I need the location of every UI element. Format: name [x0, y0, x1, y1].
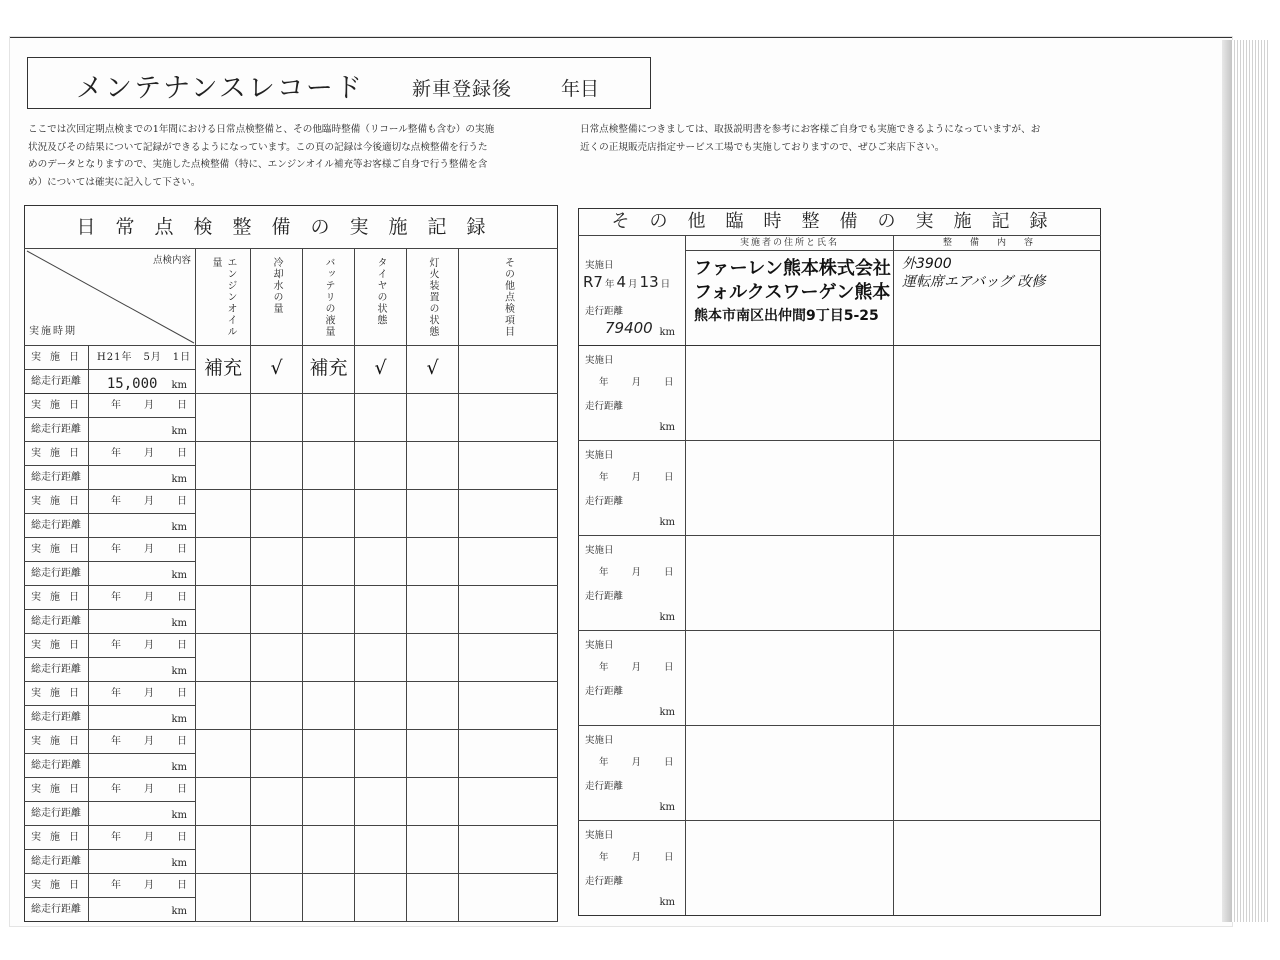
- check-cell[interactable]: [303, 826, 355, 874]
- km-label: 走行距離: [585, 780, 624, 792]
- date-placeholder: 年 月 日: [599, 471, 675, 483]
- row-date-placeholder: 年 月 日: [111, 592, 188, 603]
- km-label: 走行距離: [585, 400, 624, 412]
- daily-record-row: [25, 778, 558, 802]
- check-cell[interactable]: [196, 490, 251, 538]
- intro-text-right: 日常点検整備につきましては、取扱説明書を参考にお客様ご自身でも実施できるようになっていますが、お 近くの正規販売店指定サービス工場でも実施しておりますので、ぜひご来店下さい。: [580, 124, 1041, 153]
- km-unit: km: [171, 906, 187, 917]
- km-label: 走行距離: [585, 495, 624, 507]
- corner-item-label: 点検内容: [152, 255, 191, 266]
- other-record-row: [579, 251, 1101, 346]
- check-cell[interactable]: [407, 826, 459, 874]
- check-cell[interactable]: [355, 490, 407, 538]
- check-cell[interactable]: [459, 586, 558, 634]
- km-unit: km: [171, 380, 187, 391]
- book-page-edges: [1232, 40, 1270, 922]
- row-date-label: 実施日: [31, 688, 88, 699]
- check-cell[interactable]: [459, 634, 558, 682]
- coolant-value: √: [270, 357, 283, 379]
- row-date-placeholder: 年 月 日: [111, 640, 188, 651]
- row-date-label: 実施日: [31, 736, 88, 747]
- other-date-km-cell: [579, 251, 685, 345]
- check-cell[interactable]: [355, 634, 407, 682]
- km-unit: km: [659, 421, 675, 433]
- check-cell[interactable]: [303, 394, 355, 442]
- person-cell[interactable]: [686, 440, 894, 535]
- person-cell[interactable]: [686, 345, 894, 440]
- date-placeholder: 年 月 日: [599, 661, 675, 673]
- check-cell[interactable]: [407, 874, 459, 922]
- page-subtitle: 新車登録後: [412, 78, 513, 100]
- row-date-label: 実施日: [31, 592, 88, 603]
- check-cell[interactable]: [303, 442, 355, 490]
- row-date-placeholder: 年 月 日: [111, 496, 188, 507]
- other-date-km-cell: [579, 441, 685, 535]
- row-km-label: 総走行距離: [31, 520, 81, 531]
- other-date-km-cell: [579, 536, 685, 630]
- title-box: [27, 57, 651, 109]
- check-cell[interactable]: [303, 490, 355, 538]
- date-placeholder: 年 月 日: [599, 566, 675, 578]
- check-cell[interactable]: [196, 394, 251, 442]
- row-date-placeholder: 年 月 日: [111, 832, 188, 843]
- check-cell[interactable]: [196, 826, 251, 874]
- other-date-km-cell: [579, 631, 685, 725]
- other-record-row: [579, 725, 1101, 820]
- check-cell[interactable]: [355, 682, 407, 730]
- check-cell[interactable]: [196, 730, 251, 778]
- row-km-label: 総走行距離: [31, 616, 81, 627]
- km-label: 走行距離: [585, 685, 624, 697]
- daily-record-row: [25, 346, 558, 370]
- row-km-label: 総走行距離: [31, 376, 81, 387]
- row-date-label: 実施日: [31, 640, 88, 651]
- col-header-tires: タイヤの状態: [375, 257, 386, 326]
- intro-text-left: ここでは次回定期点検までの1年間における日常点検整備と、その他臨時整備（リコール整備も含む）の実施 状況及びその結果について記録ができるようになっています。この頁の記録は今後適切な点検整備を行うた めのデータとなりますので、実施した点検整備（特に、エンジンオイル補充等お客様ご自身で行う整備を含 め）については確実に記入して下さい。: [28, 124, 495, 188]
- km-unit: km: [171, 666, 187, 677]
- km-unit: km: [659, 801, 675, 813]
- check-cell[interactable]: [196, 538, 251, 586]
- lights-value: √: [426, 357, 439, 379]
- check-cell[interactable]: [355, 874, 407, 922]
- page-year-suffix: 年目: [561, 78, 600, 100]
- km-label: 走行距離: [585, 590, 624, 602]
- daily-record-row: [25, 586, 558, 610]
- check-cell[interactable]: [355, 730, 407, 778]
- other-record-row: [579, 345, 1101, 440]
- row-date-label: 実施日: [31, 448, 88, 459]
- filled-date: H21年 5月 1日: [97, 352, 192, 363]
- km-unit: km: [171, 762, 187, 773]
- other-record-row: [579, 535, 1101, 630]
- col-header-battery: バッテリの液量: [323, 257, 334, 338]
- km-unit: km: [171, 810, 187, 821]
- engine-oil-value: 補充: [203, 357, 242, 379]
- date-label: 実施日: [585, 734, 614, 746]
- filled-km-value: 15,000: [106, 376, 158, 392]
- check-cell[interactable]: [459, 394, 558, 442]
- date-month: 4: [616, 272, 627, 291]
- stamp-address: 熊本市南区出仲間9丁目5-25: [694, 308, 879, 324]
- dealer-stamp: [686, 251, 893, 327]
- check-cell[interactable]: [251, 826, 303, 874]
- check-cell[interactable]: [303, 874, 355, 922]
- check-cell[interactable]: [407, 538, 459, 586]
- row-km-label: 総走行距離: [31, 808, 81, 819]
- work-cell[interactable]: [894, 535, 1101, 630]
- check-cell[interactable]: [355, 826, 407, 874]
- person-cell[interactable]: [686, 820, 894, 915]
- date-label: 実施日: [585, 829, 614, 841]
- check-cell[interactable]: [303, 778, 355, 826]
- check-cell[interactable]: [251, 442, 303, 490]
- check-cell[interactable]: [196, 778, 251, 826]
- work-cell[interactable]: [894, 630, 1101, 725]
- row-date-label: 実施日: [31, 352, 88, 363]
- km-unit: km: [659, 611, 675, 623]
- check-cell[interactable]: [459, 730, 558, 778]
- km-unit: km: [171, 714, 187, 725]
- other-date-km-cell: [579, 726, 685, 820]
- work-description: 外3900 運転席エアバッグ 改修: [902, 256, 1046, 290]
- daily-inspection-table: [24, 205, 558, 922]
- col-header-other: その他点検項目: [502, 257, 514, 338]
- date-label: 実施日: [585, 259, 614, 271]
- check-cell[interactable]: [459, 778, 558, 826]
- km-unit: km: [659, 326, 675, 338]
- col-header-engine-oil: エンジンオイル量: [210, 257, 236, 338]
- row-date-placeholder: 年 月 日: [111, 448, 188, 459]
- other-maintenance-table: [578, 208, 1101, 916]
- other-section-title: その他臨時整備の実施記録: [611, 211, 1068, 232]
- km-label: 走行距離: [585, 305, 624, 317]
- row-date-placeholder: 年 月 日: [111, 880, 188, 891]
- page-title: メンテナンスレコード: [76, 73, 364, 104]
- check-cell[interactable]: [355, 586, 407, 634]
- filled-km-value: 79400: [605, 318, 653, 337]
- person-cell[interactable]: [686, 725, 894, 820]
- row-km-label: 総走行距離: [31, 856, 81, 867]
- row-date-label: 実施日: [31, 496, 88, 507]
- km-unit: km: [659, 896, 675, 908]
- daily-record-row: [25, 682, 558, 706]
- km-unit: km: [659, 706, 675, 718]
- check-cell[interactable]: [303, 634, 355, 682]
- check-cell[interactable]: [303, 730, 355, 778]
- check-cell[interactable]: [355, 442, 407, 490]
- date-label: 実施日: [585, 354, 614, 366]
- km-unit: km: [171, 858, 187, 869]
- date-era: R7: [583, 272, 603, 291]
- other-date-km-cell: [579, 821, 685, 915]
- table-corner-header: [25, 249, 195, 345]
- col-header-coolant: 冷却水の量: [271, 257, 282, 315]
- check-cell[interactable]: [196, 634, 251, 682]
- person-cell[interactable]: [686, 535, 894, 630]
- row-date-label: 実施日: [31, 832, 88, 843]
- check-cell[interactable]: [459, 490, 558, 538]
- daily-record-row: [25, 538, 558, 562]
- check-cell[interactable]: [251, 394, 303, 442]
- daily-record-row: [25, 394, 558, 418]
- check-cell[interactable]: [303, 538, 355, 586]
- check-cell[interactable]: [459, 538, 558, 586]
- row-date-label: 実施日: [31, 880, 88, 891]
- check-cell[interactable]: [355, 778, 407, 826]
- check-cell[interactable]: [407, 730, 459, 778]
- km-unit: km: [171, 426, 187, 437]
- other-date-km-cell: [579, 346, 685, 440]
- row-date-placeholder: 年 月 日: [111, 688, 188, 699]
- daily-section-title: 日常点検整備の実施記録: [76, 216, 506, 238]
- check-cell[interactable]: [355, 538, 407, 586]
- header-work: 整備内容: [943, 238, 1052, 248]
- km-label: 走行距離: [585, 875, 624, 887]
- row-km-label: 総走行距離: [31, 568, 81, 579]
- row-km-label: 総走行距離: [31, 712, 81, 723]
- row-date-placeholder: 年 月 日: [111, 784, 188, 795]
- check-cell[interactable]: [251, 874, 303, 922]
- date-day: 13: [639, 272, 659, 291]
- work-cell[interactable]: [894, 725, 1101, 820]
- check-cell[interactable]: [407, 442, 459, 490]
- work-cell[interactable]: [894, 820, 1101, 915]
- daily-record-row: [25, 826, 558, 850]
- check-cell[interactable]: [407, 778, 459, 826]
- check-cell[interactable]: [196, 874, 251, 922]
- check-cell[interactable]: [251, 730, 303, 778]
- date-placeholder: 年 月 日: [599, 376, 675, 388]
- stamp-brand: フォルクスワーゲン熊本: [694, 282, 891, 303]
- other-record-row: [579, 820, 1101, 915]
- work-cell[interactable]: [894, 440, 1101, 535]
- filled-date: R7 年 4 月 13 日: [583, 272, 671, 291]
- date-placeholder: 年 月 日: [599, 756, 675, 768]
- col-header-lights: 灯火装置の状態: [427, 257, 438, 338]
- header-person: 実施者の住所と氏名: [739, 238, 839, 248]
- date-label: 実施日: [585, 639, 614, 651]
- row-date-placeholder: 年 月 日: [111, 544, 188, 555]
- km-unit: km: [171, 618, 187, 629]
- check-cell[interactable]: [407, 634, 459, 682]
- check-cell[interactable]: [196, 586, 251, 634]
- stamp-company: ファーレン熊本株式会社: [694, 258, 891, 279]
- km-unit: km: [171, 522, 187, 533]
- daily-record-row: [25, 490, 558, 514]
- tires-value: √: [374, 357, 387, 379]
- check-cell[interactable]: [459, 442, 558, 490]
- daily-record-row: [25, 874, 558, 898]
- km-unit: km: [171, 570, 187, 581]
- row-km-label: 総走行距離: [31, 664, 81, 675]
- row-date-placeholder: 年 月 日: [111, 400, 188, 411]
- row-date-label: 実施日: [31, 544, 88, 555]
- km-unit: km: [171, 474, 187, 485]
- row-km-label: 総走行距離: [31, 472, 81, 483]
- check-cell[interactable]: [251, 490, 303, 538]
- row-date-placeholder: 年 月 日: [111, 736, 188, 747]
- check-cell[interactable]: [303, 586, 355, 634]
- check-cell[interactable]: [459, 874, 558, 922]
- daily-record-row: [25, 442, 558, 466]
- row-date-label: 実施日: [31, 784, 88, 795]
- other-record-row: [579, 630, 1101, 725]
- daily-record-row: [25, 730, 558, 754]
- check-cell[interactable]: [251, 778, 303, 826]
- check-cell[interactable]: [459, 826, 558, 874]
- corner-time-label: 実施時期: [29, 326, 77, 337]
- check-cell[interactable]: [407, 394, 459, 442]
- check-cell[interactable]: [251, 538, 303, 586]
- row-date-label: 実施日: [31, 400, 88, 411]
- date-label: 実施日: [585, 544, 614, 556]
- check-cell[interactable]: [407, 490, 459, 538]
- km-unit: km: [659, 516, 675, 528]
- other-record-row: [579, 440, 1101, 535]
- work-cell[interactable]: [894, 345, 1101, 440]
- date-placeholder: 年 月 日: [599, 851, 675, 863]
- check-cell[interactable]: [196, 682, 251, 730]
- person-cell[interactable]: [686, 630, 894, 725]
- check-cell[interactable]: [407, 586, 459, 634]
- check-cell[interactable]: [407, 682, 459, 730]
- check-cell[interactable]: [251, 586, 303, 634]
- row-km-label: 総走行距離: [31, 424, 81, 435]
- check-cell[interactable]: [251, 634, 303, 682]
- check-cell[interactable]: [196, 442, 251, 490]
- check-cell[interactable]: [355, 394, 407, 442]
- battery-value: 補充: [309, 357, 348, 379]
- daily-record-row: [25, 634, 558, 658]
- check-cell[interactable]: [251, 682, 303, 730]
- check-cell[interactable]: [459, 682, 558, 730]
- row-km-label: 総走行距離: [31, 760, 81, 771]
- row-km-label: 総走行距離: [31, 904, 81, 915]
- check-cell[interactable]: [303, 682, 355, 730]
- date-label: 実施日: [585, 449, 614, 461]
